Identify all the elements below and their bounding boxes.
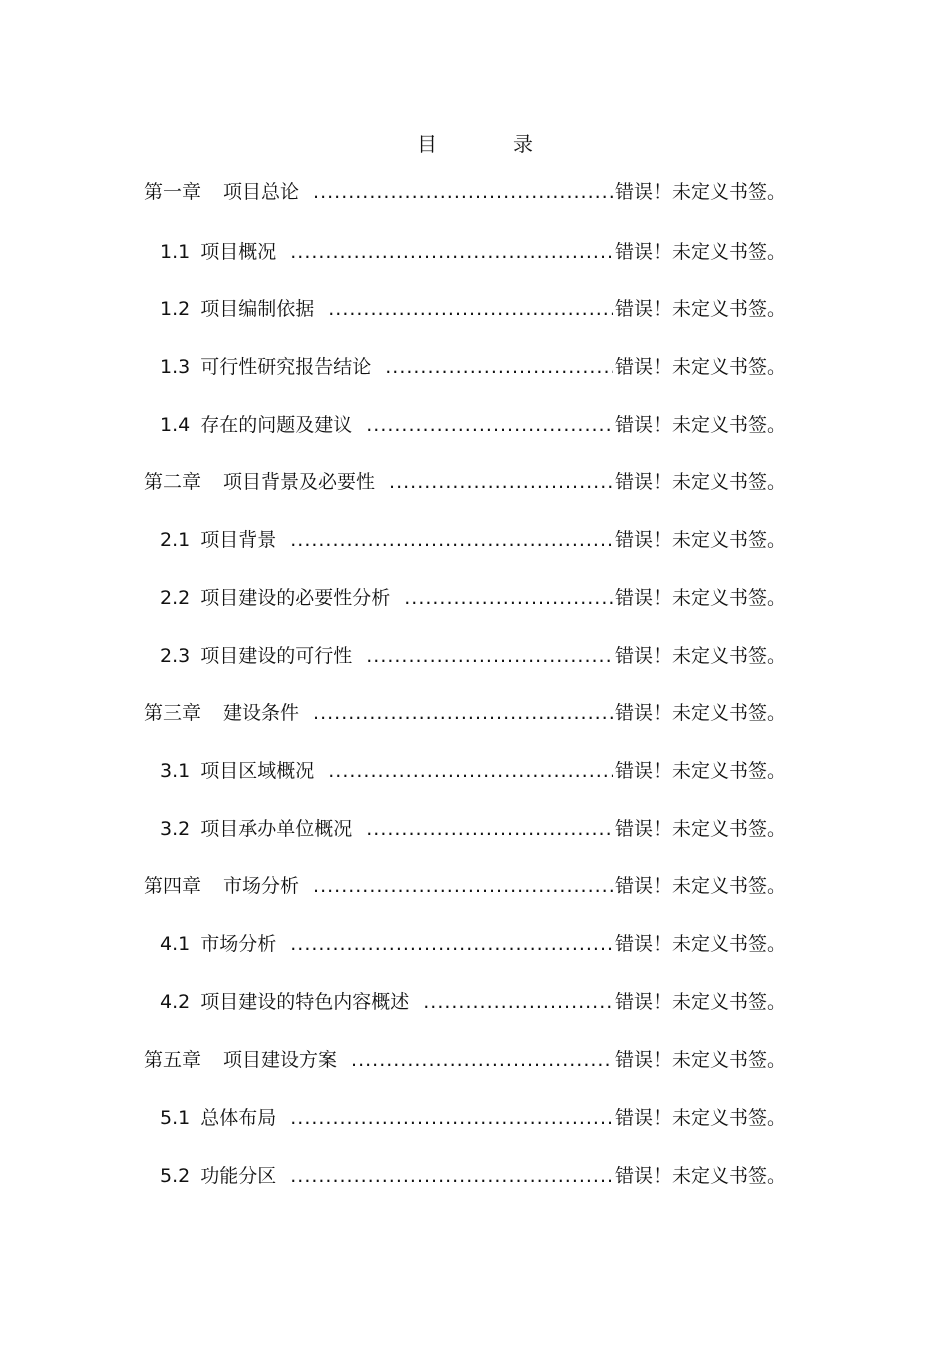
toc-entry-number: 第五章 [144, 1049, 202, 1071]
toc-entry-title: 市场分析 [200, 933, 277, 955]
toc-entry-page-ref: 错误！未定义书签。 [614, 241, 786, 263]
toc-section-entry[interactable] [160, 413, 786, 437]
toc-entry-title: 项目背景及必要性 [223, 471, 376, 493]
toc-dot-leader [404, 586, 613, 610]
toc-dot-leader [290, 1164, 613, 1188]
toc-dot-leader [328, 759, 613, 783]
toc-entry-page-ref: 错误！未定义书签。 [614, 645, 786, 667]
toc-dot-leader [290, 932, 613, 956]
toc-entry-number: 3.1 [160, 760, 191, 782]
toc-entry-number: 2.2 [160, 587, 191, 609]
toc-entry-page-ref: 错误！未定义书签。 [614, 1049, 786, 1071]
toc-entry-page-ref: 错误！未定义书签。 [614, 356, 786, 378]
toc-section-entry[interactable] [160, 586, 786, 610]
toc-section-entry[interactable] [160, 759, 786, 783]
toc-entry-title: 项目编制依据 [200, 298, 315, 320]
toc-entry-page-ref: 错误！未定义书签。 [614, 181, 786, 203]
toc-section-entry[interactable] [160, 240, 786, 264]
toc-dot-leader [328, 297, 613, 321]
toc-section-entry[interactable] [160, 817, 786, 841]
toc-entry-title: 项目总论 [223, 181, 300, 203]
toc-entry-title: 项目建设的必要性分析 [200, 587, 391, 609]
toc-chapter-entry[interactable] [144, 874, 786, 898]
toc-dot-leader [313, 180, 613, 204]
toc-entry-title: 功能分区 [200, 1165, 277, 1187]
toc-entry-number: 第二章 [144, 471, 202, 493]
toc-entry-title: 项目区域概况 [200, 760, 315, 782]
toc-dot-leader [366, 413, 613, 437]
toc-section-entry[interactable] [160, 1106, 786, 1130]
toc-entry-number: 5.1 [160, 1107, 191, 1129]
toc-entry-title: 项目建设的特色内容概述 [200, 991, 410, 1013]
toc-entry-page-ref: 错误！未定义书签。 [614, 933, 786, 955]
toc-entry-title: 项目建设方案 [223, 1049, 338, 1071]
toc-entry-title: 项目概况 [200, 241, 277, 263]
toc-entry-number: 1.4 [160, 414, 191, 436]
toc-entry-number: 1.3 [160, 356, 191, 378]
toc-entry-number: 第一章 [144, 181, 202, 203]
toc-entry-page-ref: 错误！未定义书签。 [614, 875, 786, 897]
toc-section-entry[interactable] [160, 644, 786, 668]
toc-entry-number: 1.2 [160, 298, 191, 320]
toc-entry-page-ref: 错误！未定义书签。 [614, 529, 786, 551]
toc-dot-leader [290, 1106, 613, 1130]
toc-entry-page-ref: 错误！未定义书签。 [614, 1165, 786, 1187]
toc-chapter-entry[interactable] [144, 701, 786, 725]
toc-dot-leader [290, 528, 613, 552]
toc-entry-number: 1.1 [160, 241, 191, 263]
toc-section-entry[interactable] [160, 990, 786, 1014]
toc-entry-title: 项目背景 [200, 529, 277, 551]
toc-dot-leader [366, 644, 613, 668]
toc-dot-leader [366, 817, 613, 841]
toc-entry-title: 项目承办单位概况 [200, 818, 353, 840]
toc-dot-leader [389, 470, 613, 494]
toc-entry-title: 建设条件 [223, 702, 300, 724]
toc-section-entry[interactable] [160, 297, 786, 321]
toc-entry-title: 市场分析 [223, 875, 300, 897]
toc-dot-leader [313, 874, 613, 898]
toc-entry-number: 4.1 [160, 933, 191, 955]
toc-entry-number: 2.1 [160, 529, 191, 551]
toc-entry-page-ref: 错误！未定义书签。 [614, 298, 786, 320]
toc-chapter-entry[interactable] [144, 470, 786, 494]
toc-entry-number: 第四章 [144, 875, 202, 897]
toc-section-entry[interactable] [160, 1164, 786, 1188]
toc-entry-page-ref: 错误！未定义书签。 [614, 414, 786, 436]
toc-entry-page-ref: 错误！未定义书签。 [614, 471, 786, 493]
toc-dot-leader [423, 990, 613, 1014]
toc-chapter-entry[interactable] [144, 180, 786, 204]
toc-entry-title: 项目建设的可行性 [200, 645, 353, 667]
toc-entry-page-ref: 错误！未定义书签。 [614, 587, 786, 609]
toc-chapter-entry[interactable] [144, 1048, 786, 1072]
toc-dot-leader [290, 240, 613, 264]
toc-entry-page-ref: 错误！未定义书签。 [614, 1107, 786, 1129]
toc-entry-page-ref: 错误！未定义书签。 [614, 760, 786, 782]
toc-entry-number: 第三章 [144, 702, 202, 724]
toc-dot-leader [313, 701, 613, 725]
toc-dot-leader [385, 355, 613, 379]
toc-section-entry[interactable] [160, 932, 786, 956]
toc-entry-number: 5.2 [160, 1165, 191, 1187]
toc-entry-page-ref: 错误！未定义书签。 [614, 991, 786, 1013]
toc-section-entry[interactable] [160, 355, 786, 379]
toc-dot-leader [351, 1048, 613, 1072]
toc-entry-title: 总体布局 [200, 1107, 277, 1129]
toc-entry-number: 4.2 [160, 991, 191, 1013]
toc-entry-page-ref: 错误！未定义书签。 [614, 702, 786, 724]
toc-entry-number: 2.3 [160, 645, 191, 667]
toc-title: 目 录 [417, 132, 561, 156]
toc-entry-title: 存在的问题及建议 [200, 414, 353, 436]
toc-entry-page-ref: 错误！未定义书签。 [614, 818, 786, 840]
toc-entry-number: 3.2 [160, 818, 191, 840]
toc-entry-title: 可行性研究报告结论 [200, 356, 372, 378]
toc-section-entry[interactable] [160, 528, 786, 552]
